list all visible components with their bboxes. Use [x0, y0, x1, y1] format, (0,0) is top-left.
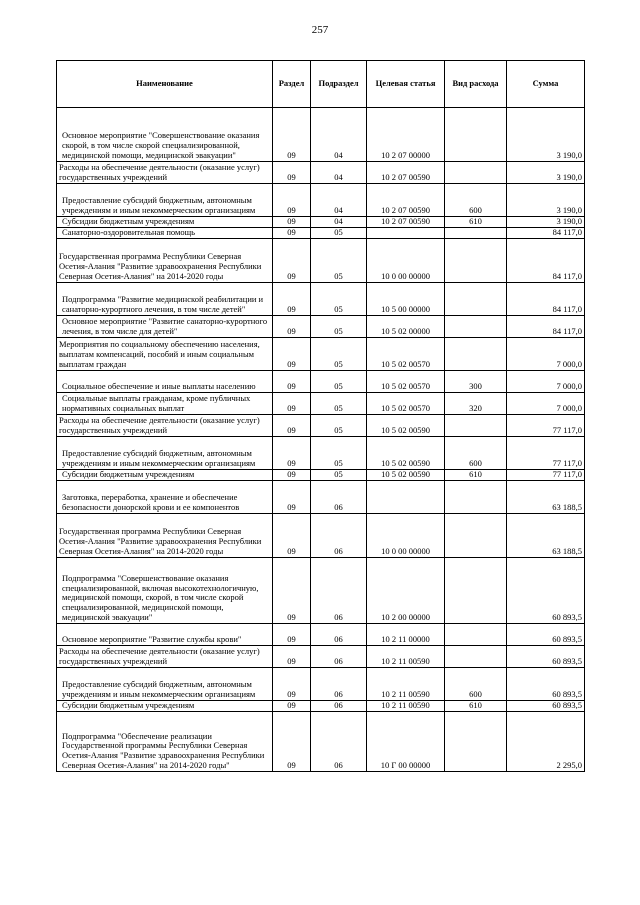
- row-razdel: 09: [273, 338, 311, 371]
- row-name: Государственная программа Республики Северная Осетия-Алания "Развитие здравоохранения Республики Северная Осетия-Алания" на 2014-2020 годы: [57, 239, 273, 283]
- row-name: Санаторно-оздоровительная помощь: [57, 228, 273, 239]
- row-name: Основное мероприятие "Совершенствование оказания скорой, в том числе скорой специализированной, медицинской помощи, медицинской эвакуации": [57, 108, 273, 162]
- row-podrazdel: 05: [311, 470, 367, 481]
- row-name: Мероприятия по социальному обеспечению населения, выплатам компенсаций, пособий и иным социальным выплатам граждан: [57, 338, 273, 371]
- header-name: Наименование: [57, 61, 273, 108]
- row-statya: 10 5 02 00590: [367, 437, 445, 470]
- row-statya: [367, 228, 445, 239]
- row-vid: 610: [445, 470, 507, 481]
- row-statya: 10 2 07 00590: [367, 162, 445, 184]
- row-razdel: 09: [273, 481, 311, 514]
- row-vid: 600: [445, 668, 507, 701]
- row-podrazdel: 06: [311, 558, 367, 624]
- row-name: Расходы на обеспечение деятельности (оказание услуг) государственных учреждений: [57, 415, 273, 437]
- row-summa: 77 117,0: [507, 437, 585, 470]
- row-podrazdel: 04: [311, 217, 367, 228]
- row-name: Предоставление субсидий бюджетным, автономным учреждениям и иным некоммерческим организациям: [57, 184, 273, 217]
- row-statya: [367, 481, 445, 514]
- row-vid: [445, 228, 507, 239]
- row-vid: 300: [445, 371, 507, 393]
- table-row: [57, 470, 585, 481]
- table-body: [57, 108, 585, 772]
- table-row: [57, 415, 585, 437]
- row-name: Расходы на обеспечение деятельности (оказание услуг) государственных учреждений: [57, 162, 273, 184]
- row-vid: [445, 624, 507, 646]
- row-vid: 320: [445, 393, 507, 415]
- row-podrazdel: 05: [311, 283, 367, 316]
- row-vid: 610: [445, 701, 507, 712]
- row-podrazdel: 06: [311, 712, 367, 772]
- row-name: Основное мероприятие "Развитие службы крови": [57, 624, 273, 646]
- row-summa: 60 893,5: [507, 558, 585, 624]
- table-row: [57, 108, 585, 162]
- table-row: [57, 316, 585, 338]
- row-summa: 84 117,0: [507, 228, 585, 239]
- row-statya: 10 2 07 00590: [367, 217, 445, 228]
- row-razdel: 09: [273, 393, 311, 415]
- row-vid: [445, 316, 507, 338]
- row-razdel: 09: [273, 228, 311, 239]
- row-summa: 7 000,0: [507, 338, 585, 371]
- row-name: Государственная программа Республики Северная Осетия-Алания "Развитие здравоохранения Республики Северная Осетия-Алания" на 2014-2020 годы: [57, 514, 273, 558]
- row-vid: 610: [445, 217, 507, 228]
- table-row: [57, 481, 585, 514]
- header-summa: Сумма: [507, 61, 585, 108]
- row-vid: [445, 108, 507, 162]
- table-row: [57, 624, 585, 646]
- row-razdel: 09: [273, 470, 311, 481]
- row-razdel: 09: [273, 624, 311, 646]
- row-vid: [445, 646, 507, 668]
- row-name: Расходы на обеспечение деятельности (оказание услуг) государственных учреждений: [57, 646, 273, 668]
- row-razdel: 09: [273, 162, 311, 184]
- row-name: Подпрограмма "Совершенствование оказания специализированной, включая высокотехнологичную, медицинской помощи, скорой, в том числе скорой специализированной, медицинской помощи, медицинской эвакуации": [57, 558, 273, 624]
- table-row: [57, 371, 585, 393]
- header-razdel: Раздел: [273, 61, 311, 108]
- row-podrazdel: 05: [311, 437, 367, 470]
- row-statya: 10 5 02 00570: [367, 338, 445, 371]
- row-name: Социальные выплаты гражданам, кроме публичных нормативных социальных выплат: [57, 393, 273, 415]
- row-razdel: 09: [273, 415, 311, 437]
- row-statya: 10 5 02 00590: [367, 470, 445, 481]
- row-summa: 60 893,5: [507, 646, 585, 668]
- row-summa: 77 117,0: [507, 415, 585, 437]
- row-statya: 10 0 00 00000: [367, 514, 445, 558]
- budget-table: [56, 60, 585, 772]
- row-razdel: 09: [273, 283, 311, 316]
- row-summa: 60 893,5: [507, 624, 585, 646]
- row-podrazdel: 05: [311, 393, 367, 415]
- row-vid: [445, 415, 507, 437]
- row-name: Предоставление субсидий бюджетным, автономным учреждениям и иным некоммерческим организациям: [57, 437, 273, 470]
- row-summa: 60 893,5: [507, 701, 585, 712]
- row-statya: 10 0 00 00000: [367, 239, 445, 283]
- row-statya: 10 2 07 00590: [367, 184, 445, 217]
- row-statya: 10 5 02 00570: [367, 371, 445, 393]
- table-row: [57, 701, 585, 712]
- row-name: Субсидии бюджетным учреждениям: [57, 701, 273, 712]
- row-summa: 3 190,0: [507, 108, 585, 162]
- row-razdel: 09: [273, 514, 311, 558]
- row-name: Заготовка, переработка, хранение и обеспечение безопасности донорской крови и ее компонентов: [57, 481, 273, 514]
- row-podrazdel: 05: [311, 338, 367, 371]
- row-name: Подпрограмма "Обеспечение реализации Государственной программы Республики Северная Осетия-Алания "Развитие здравоохранения Республики Северная Осетия-Алания" на 2014-2020 годы": [57, 712, 273, 772]
- table-row: [57, 217, 585, 228]
- row-podrazdel: 06: [311, 514, 367, 558]
- row-podrazdel: 06: [311, 624, 367, 646]
- row-razdel: 09: [273, 316, 311, 338]
- row-vid: [445, 283, 507, 316]
- row-statya: 10 5 00 00000: [367, 283, 445, 316]
- row-statya: 10 2 11 00590: [367, 646, 445, 668]
- row-podrazdel: 04: [311, 108, 367, 162]
- table-row: [57, 437, 585, 470]
- row-summa: 60 893,5: [507, 668, 585, 701]
- row-summa: 7 000,0: [507, 371, 585, 393]
- table-row: [57, 239, 585, 283]
- row-vid: [445, 338, 507, 371]
- row-razdel: 09: [273, 712, 311, 772]
- row-podrazdel: 06: [311, 701, 367, 712]
- row-razdel: 09: [273, 371, 311, 393]
- row-razdel: 09: [273, 668, 311, 701]
- row-razdel: 09: [273, 646, 311, 668]
- table-row: [57, 668, 585, 701]
- row-statya: 10 Г 00 00000: [367, 712, 445, 772]
- row-vid: [445, 239, 507, 283]
- row-razdel: 09: [273, 184, 311, 217]
- row-statya: 10 2 11 00590: [367, 701, 445, 712]
- row-statya: 10 5 02 00000: [367, 316, 445, 338]
- table-row: [57, 646, 585, 668]
- row-podrazdel: 04: [311, 162, 367, 184]
- row-summa: 3 190,0: [507, 162, 585, 184]
- row-razdel: 09: [273, 217, 311, 228]
- row-summa: 84 117,0: [507, 316, 585, 338]
- row-summa: 63 188,5: [507, 481, 585, 514]
- row-razdel: 09: [273, 558, 311, 624]
- row-name: Основное мероприятие "Развитие санаторно-курортного лечения, в том числе для детей": [57, 316, 273, 338]
- row-statya: 10 2 07 00000: [367, 108, 445, 162]
- row-podrazdel: 04: [311, 184, 367, 217]
- row-vid: 600: [445, 437, 507, 470]
- row-vid: [445, 481, 507, 514]
- row-vid: [445, 558, 507, 624]
- row-name: Субсидии бюджетным учреждениям: [57, 470, 273, 481]
- row-summa: 63 188,5: [507, 514, 585, 558]
- row-summa: 84 117,0: [507, 283, 585, 316]
- row-razdel: 09: [273, 437, 311, 470]
- row-summa: 3 190,0: [507, 217, 585, 228]
- row-summa: 77 117,0: [507, 470, 585, 481]
- row-podrazdel: 05: [311, 228, 367, 239]
- row-name: Субсидии бюджетным учреждениям: [57, 217, 273, 228]
- table-row: [57, 514, 585, 558]
- row-podrazdel: 05: [311, 371, 367, 393]
- table-row: [57, 338, 585, 371]
- header-statya: Целевая статья: [367, 61, 445, 108]
- row-vid: [445, 162, 507, 184]
- row-podrazdel: 06: [311, 646, 367, 668]
- table-row: [57, 283, 585, 316]
- row-statya: 10 2 11 00590: [367, 668, 445, 701]
- row-vid: [445, 514, 507, 558]
- table-header-row: [57, 61, 585, 108]
- row-razdel: 09: [273, 108, 311, 162]
- table-row: [57, 558, 585, 624]
- row-name: Социальное обеспечение и иные выплаты населению: [57, 371, 273, 393]
- row-podrazdel: 06: [311, 481, 367, 514]
- row-podrazdel: 05: [311, 415, 367, 437]
- row-name: Предоставление субсидий бюджетным, автономным учреждениям и иным некоммерческим организациям: [57, 668, 273, 701]
- row-vid: 600: [445, 184, 507, 217]
- table-row: [57, 393, 585, 415]
- row-podrazdel: 06: [311, 668, 367, 701]
- row-summa: 84 117,0: [507, 239, 585, 283]
- row-podrazdel: 05: [311, 316, 367, 338]
- row-razdel: 09: [273, 239, 311, 283]
- row-statya: 10 2 00 00000: [367, 558, 445, 624]
- header-vid: Вид расхода: [445, 61, 507, 108]
- row-statya: 10 5 02 00590: [367, 415, 445, 437]
- row-summa: 7 000,0: [507, 393, 585, 415]
- row-statya: 10 5 02 00570: [367, 393, 445, 415]
- row-summa: 3 190,0: [507, 184, 585, 217]
- row-summa: 2 295,0: [507, 712, 585, 772]
- row-statya: 10 2 11 00000: [367, 624, 445, 646]
- row-podrazdel: 05: [311, 239, 367, 283]
- header-podrazdel: Подраздел: [311, 61, 367, 108]
- row-vid: [445, 712, 507, 772]
- table-row: [57, 228, 585, 239]
- row-name: Подпрограмма "Развитие медицинской реабилитации и санаторно-курортного лечения, в том числе детей": [57, 283, 273, 316]
- row-razdel: 09: [273, 701, 311, 712]
- table-row: [57, 184, 585, 217]
- table-row: [57, 712, 585, 772]
- table-row: [57, 162, 585, 184]
- page-number: 257: [311, 24, 329, 36]
